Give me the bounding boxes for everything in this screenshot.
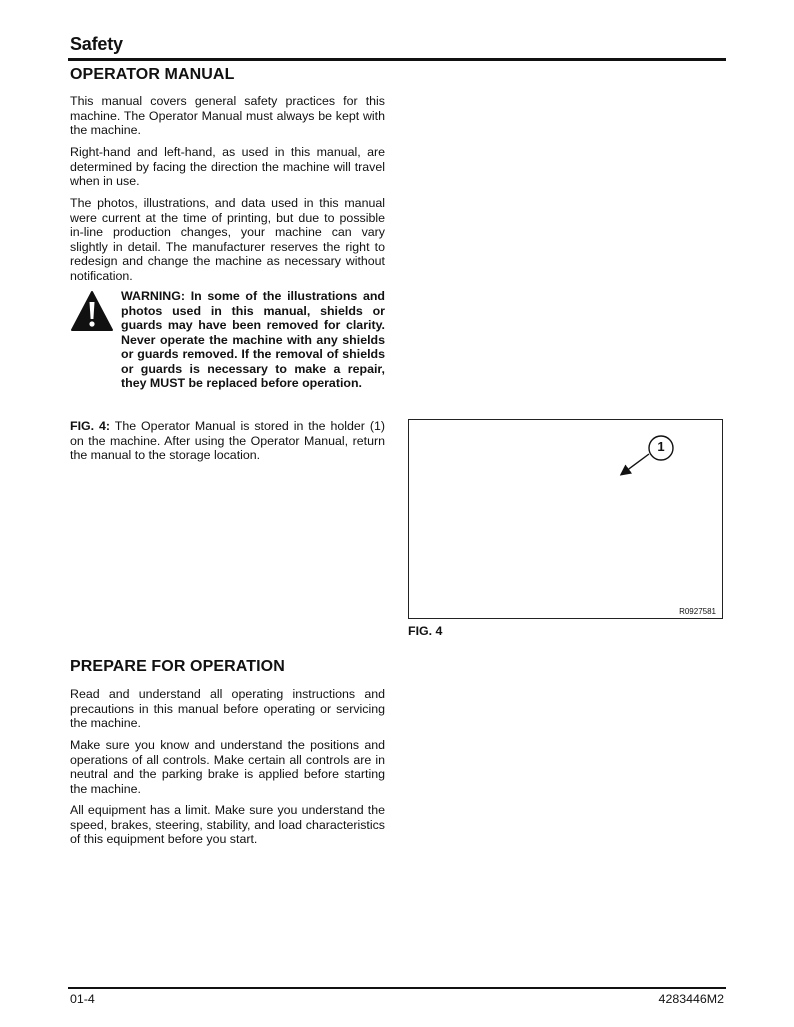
- figure-caption: FIG. 4: [408, 624, 443, 638]
- section-title: Safety: [70, 34, 123, 54]
- operator-manual-heading: OPERATOR MANUAL: [70, 66, 235, 83]
- operator-manual-p3: The photos, illustrations, and data used in this manual were current at the time of printing, but due to possible in-line production changes, your machine can vary slightly in detail. The manufacturer reserves the right to redesign and change the machine as necessary without notification.: [70, 196, 385, 283]
- operator-manual-p2: Right-hand and left-hand, as used in this manual, are determined by facing the direction the machine will travel when in use.: [70, 145, 385, 189]
- callout-number: 1: [657, 439, 665, 454]
- fig4-reference: [70, 419, 385, 463]
- document-number: 4283446M2: [658, 992, 724, 1006]
- prepare-p1: Read and understand all operating instructions and precautions in this manual before operating or servicing the machine.: [70, 687, 385, 731]
- warning-text: WARNING: In some of the illustrations and photos used in this manual, shields or guards may have been removed for clarity. Never operate the machine with any shields or guards removed. If the removal of shields or guards is necessary to make a repair, they MUST be replaced before operation.: [121, 289, 385, 390]
- page-number: 01-4: [70, 992, 95, 1006]
- prepare-p3: All equipment has a limit. Make sure you understand the speed, brakes, steering, stability, and load characteristics of this equipment before you start.: [70, 803, 385, 847]
- warning-triangle-icon: [70, 290, 114, 332]
- prepare-heading: PREPARE FOR OPERATION: [70, 658, 285, 675]
- header-rule: [68, 58, 726, 61]
- operator-manual-p1: This manual covers general safety practices for this machine. The Operator Manual must always be kept with the machine.: [70, 94, 385, 138]
- figure-code: R0927581: [679, 607, 716, 616]
- fig4-ref-label: FIG. 4:: [70, 419, 111, 433]
- footer-rule: [68, 987, 726, 989]
- callout-arrow-icon: [409, 420, 721, 617]
- figure-4-frame: [408, 419, 723, 619]
- prepare-p2: Make sure you know and understand the positions and operations of all controls. Make certain all controls are in neutral and the parking brake is applied before starting the machine.: [70, 738, 385, 796]
- fig4-ref-text: The Operator Manual is stored in the holder (1) on the machine. After using the Operator Manual, return the manual to the storage location.: [70, 419, 385, 463]
